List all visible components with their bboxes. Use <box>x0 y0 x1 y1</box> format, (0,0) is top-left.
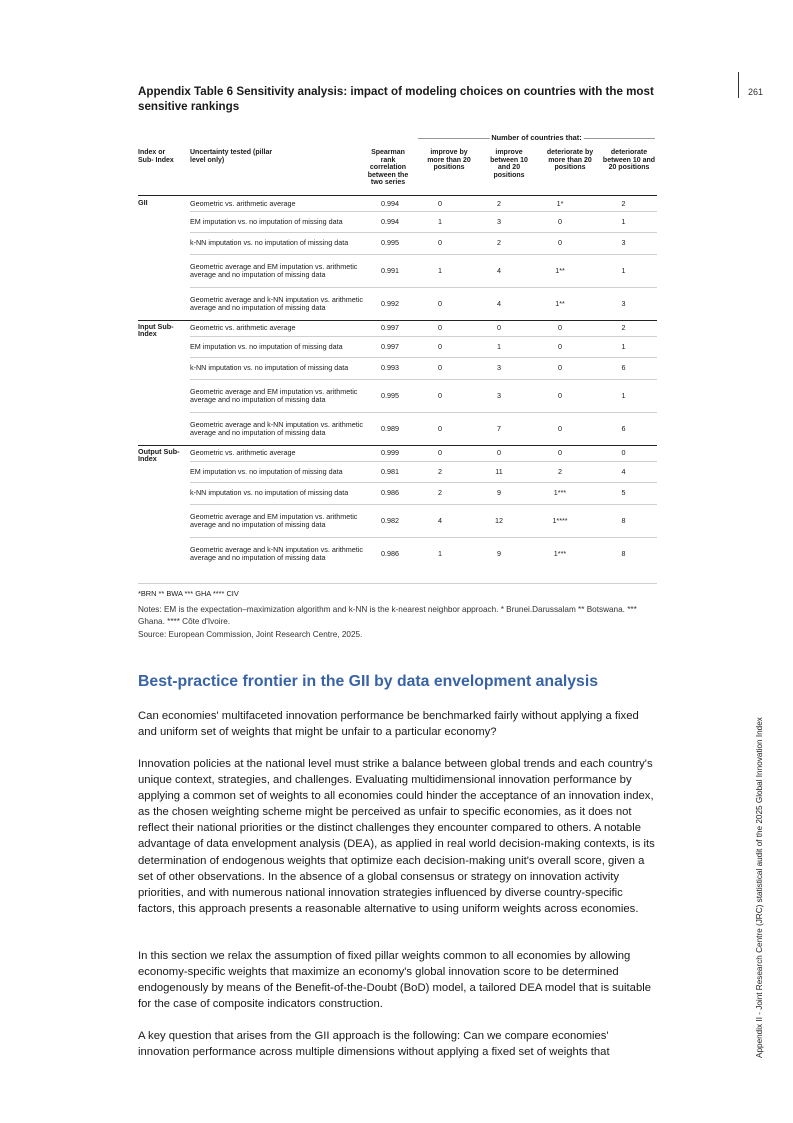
table-row <box>138 537 657 570</box>
improve-20-cell: 0 <box>412 412 468 445</box>
improve-20-cell: 0 <box>412 445 468 461</box>
spearman-cell: 0.993 <box>368 357 412 379</box>
improve-10-20-cell: 7 <box>468 412 530 445</box>
table-row <box>138 357 657 379</box>
page-number: 261 <box>748 87 764 97</box>
table-row <box>138 320 657 336</box>
uncertainty-cell: EM imputation vs. no imputation of missing data <box>190 211 368 232</box>
improve-10-20-cell: 2 <box>468 232 530 254</box>
deteriorate-10-20-cell: 1 <box>590 254 657 287</box>
running-title: Appendix II - Joint Research Centre (JRC) statistical audit of the 2025 Global Innovation Index <box>755 717 764 1058</box>
improve-10-20-cell: 9 <box>468 537 530 570</box>
index-label: GII <box>138 198 148 207</box>
improve-10-20-cell: 2 <box>497 198 501 208</box>
improve-20-cell: 0 <box>438 198 442 208</box>
paragraph-4: A key question that arises from the GII approach is the following: Can we compare economies' innovation performance across multiple dimensions without applying a fixed set of weights that <box>138 1030 610 1059</box>
deteriorate-20-cell: 1** <box>530 254 590 287</box>
deteriorate-10-20-cell: 1 <box>590 336 657 357</box>
improve-20-cell: 1 <box>412 254 468 287</box>
improve-10-20-cell: 0 <box>468 320 530 336</box>
improve-10-20-cell: 12 <box>468 504 530 537</box>
spearman-cell: 0.995 <box>368 232 412 254</box>
group-header <box>418 133 655 143</box>
table-row <box>138 336 657 357</box>
deteriorate-10-20-cell: 8 <box>590 504 657 537</box>
deteriorate-20-cell: 0 <box>530 211 590 232</box>
table-row <box>138 482 657 504</box>
group-header-label: Number of countries that: <box>491 133 582 142</box>
improve-20-cell: 0 <box>412 232 468 254</box>
improve-20-cell: 4 <box>412 504 468 537</box>
improve-10-20-cell: 0 <box>468 445 530 461</box>
deteriorate-20-cell: 2 <box>530 461 590 482</box>
deteriorate-10-20-cell: 6 <box>590 357 657 379</box>
spearman-cell: 0.981 <box>368 461 412 482</box>
table-row <box>138 379 657 412</box>
improve-10-20-cell: 1 <box>468 336 530 357</box>
table-row <box>138 287 657 320</box>
deteriorate-10-20-cell: 3 <box>590 232 657 254</box>
spearman-cell: 0.986 <box>368 537 412 570</box>
sensitivity-table <box>138 197 657 570</box>
table-bottom-rule <box>138 583 657 584</box>
col-header-spearman: Spearman rank correlation between the two series <box>367 149 409 187</box>
col-header-improve-10-20: improve between 10 and 20 positions <box>490 149 528 179</box>
improve-10-20-cell: 3 <box>468 357 530 379</box>
table-source: Source: European Commission, Joint Research Centre, 2025. <box>138 630 363 639</box>
uncertainty-cell: Geometric average and EM imputation vs. arithmetic average and no imputation of missing data <box>190 504 368 537</box>
improve-10-20-cell: 11 <box>468 461 530 482</box>
table-row <box>138 504 657 537</box>
deteriorate-10-20-cell: 8 <box>590 537 657 570</box>
uncertainty-cell: Geometric average and EM imputation vs. arithmetic average and no imputation of missing data <box>190 254 368 287</box>
uncertainty-cell: k-NN imputation vs. no imputation of missing data <box>190 232 368 254</box>
uncertainty-cell: k-NN imputation vs. no imputation of missing data <box>190 482 368 504</box>
col-header-deteriorate-20: deteriorate by more than 20 positions <box>546 149 594 172</box>
improve-10-20-cell: 4 <box>468 254 530 287</box>
spearman-cell: 0.999 <box>368 445 412 461</box>
deteriorate-10-20-cell: 0 <box>590 445 657 461</box>
uncertainty-cell: Geometric vs. arithmetic average <box>190 445 368 461</box>
improve-20-cell: 0 <box>412 320 468 336</box>
improve-20-cell: 0 <box>412 287 468 320</box>
deteriorate-20-cell: 1*** <box>530 482 590 504</box>
deteriorate-20-cell: 1*** <box>530 537 590 570</box>
deteriorate-10-20-cell: 3 <box>590 287 657 320</box>
col-header-index: Index or Sub- Index <box>138 149 174 164</box>
uncertainty-cell: Geometric vs. arithmetic average <box>190 198 296 208</box>
deteriorate-10-20-cell: 6 <box>590 412 657 445</box>
uncertainty-cell: EM imputation vs. no imputation of missing data <box>190 461 368 482</box>
spearman-cell: 0.995 <box>368 379 412 412</box>
improve-20-cell: 1 <box>412 537 468 570</box>
uncertainty-cell: Geometric average and EM imputation vs. arithmetic average and no imputation of missing data <box>190 379 368 412</box>
spearman-cell: 0.989 <box>368 412 412 445</box>
uncertainty-cell: EM imputation vs. no imputation of missing data <box>190 336 368 357</box>
spearman-cell: 0.992 <box>368 287 412 320</box>
table-title: Appendix Table 6 Sensitivity analysis: impact of modeling choices on countries with the most sensitive rankings <box>138 85 654 113</box>
improve-20-cell: 0 <box>412 379 468 412</box>
improve-20-cell: 0 <box>412 336 468 357</box>
table-row <box>138 197 657 211</box>
table-row <box>138 211 657 232</box>
margin-rule <box>738 72 739 98</box>
table-row <box>138 412 657 445</box>
improve-10-20-cell: 3 <box>468 379 530 412</box>
uncertainty-cell: Geometric vs. arithmetic average <box>190 320 368 336</box>
index-label: Output Sub- Index <box>138 445 190 570</box>
paragraph-3: In this section we relax the assumption of fixed pillar weights common to all economies by allowing economy-specific weights that maximize an economy's global innovation score to be determined endogenously by means of the Benefit-of-the-Doubt (BoD) model, a tailored DEA model that is suitable for the case of composite indicators construction. <box>138 950 652 1011</box>
deteriorate-20-cell: 0 <box>530 379 590 412</box>
table-row <box>138 254 657 287</box>
deteriorate-20-cell: 0 <box>530 357 590 379</box>
improve-10-20-cell: 4 <box>468 287 530 320</box>
spearman-cell: 0.994 <box>381 198 399 208</box>
table-notes: Notes: EM is the expectation–maximization algorithm and k-NN is the k-nearest neighbor approach. * Brunei.Darussalam ** Botswana. *** Ghana. **** Côte d'Ivoire. <box>138 605 637 626</box>
table-row <box>138 445 657 461</box>
deteriorate-10-20-cell: 2 <box>621 198 626 208</box>
deteriorate-20-cell: 0 <box>530 412 590 445</box>
deteriorate-20-cell: 0 <box>530 336 590 357</box>
deteriorate-10-20-cell: 1 <box>590 379 657 412</box>
spearman-cell: 0.997 <box>368 336 412 357</box>
deteriorate-20-cell: 1**** <box>530 504 590 537</box>
table-row <box>138 232 657 254</box>
index-label: Input Sub- Index <box>138 320 190 445</box>
improve-20-cell: 0 <box>412 357 468 379</box>
deteriorate-20-cell: 0 <box>530 320 590 336</box>
section-heading: Best-practice frontier in the GII by data envelopment analysis <box>138 673 598 690</box>
table-row <box>138 461 657 482</box>
spearman-cell: 0.982 <box>368 504 412 537</box>
improve-20-cell: 2 <box>412 482 468 504</box>
deteriorate-20-cell: 0 <box>530 232 590 254</box>
deteriorate-20-cell: 0 <box>530 445 590 461</box>
col-header-uncertainty: Uncertainty tested (pillar level only) <box>190 149 273 164</box>
uncertainty-cell: Geometric average and k-NN imputation vs. arithmetic average and no imputation of missing data <box>190 412 368 445</box>
deteriorate-10-20-cell: 2 <box>590 320 657 336</box>
spearman-cell: 0.991 <box>368 254 412 287</box>
deteriorate-20-cell: 1** <box>530 287 590 320</box>
deteriorate-10-20-cell: 5 <box>590 482 657 504</box>
spearman-cell: 0.997 <box>368 320 412 336</box>
footnote-codes: *BRN ** BWA *** GHA **** CIV <box>138 589 239 598</box>
improve-10-20-cell: 3 <box>468 211 530 232</box>
uncertainty-cell: Geometric average and k-NN imputation vs. arithmetic average and no imputation of missing data <box>190 287 368 320</box>
paragraph-1: Can economies' multifaceted innovation performance be benchmarked fairly without applying a fixed and uniform set of weights that might be unfair to a particular economy? <box>138 710 639 739</box>
col-header-deteriorate-10-20: deteriorate between 10 and 20 positions <box>602 149 656 172</box>
spearman-cell: 0.986 <box>368 482 412 504</box>
improve-20-cell: 1 <box>412 211 468 232</box>
paragraph-2: Innovation policies at the national level must strike a balance between global trends and each country's unique context, strategies, and challenges. Evaluating multidimensional innovation performance by applying a common set of weights to all economies could hinder the acceptance of an innovation index, as the chosen weighting scheme might be perceived as unfair to specific economies, as it does not reflect their national priorities or the distinct challenges they encounter compared to others. A notable advantage of data envelopment analysis (DEA), as applied in real world decision-making contexts, is its determination of endogenous weights that optimize each decision-making unit's overall score, given a set of other observations. In the absence of a global consensus or strategy on innovation activity priorities, and with numerous national innovation strategies influenced by diverse country-specific factors, this approach presents a reasonable alternative to using uniform weights across economies. <box>138 758 655 915</box>
deteriorate-10-20-cell: 1 <box>590 211 657 232</box>
col-header-improve-20: improve by more than 20 positions <box>427 149 471 172</box>
uncertainty-cell: Geometric average and k-NN imputation vs. arithmetic average and no imputation of missing data <box>190 537 368 570</box>
deteriorate-10-20-cell: 4 <box>590 461 657 482</box>
improve-10-20-cell: 9 <box>468 482 530 504</box>
spearman-cell: 0.994 <box>368 211 412 232</box>
uncertainty-cell: k-NN imputation vs. no imputation of missing data <box>190 357 368 379</box>
improve-20-cell: 2 <box>412 461 468 482</box>
deteriorate-20-cell: 1* <box>556 198 564 208</box>
